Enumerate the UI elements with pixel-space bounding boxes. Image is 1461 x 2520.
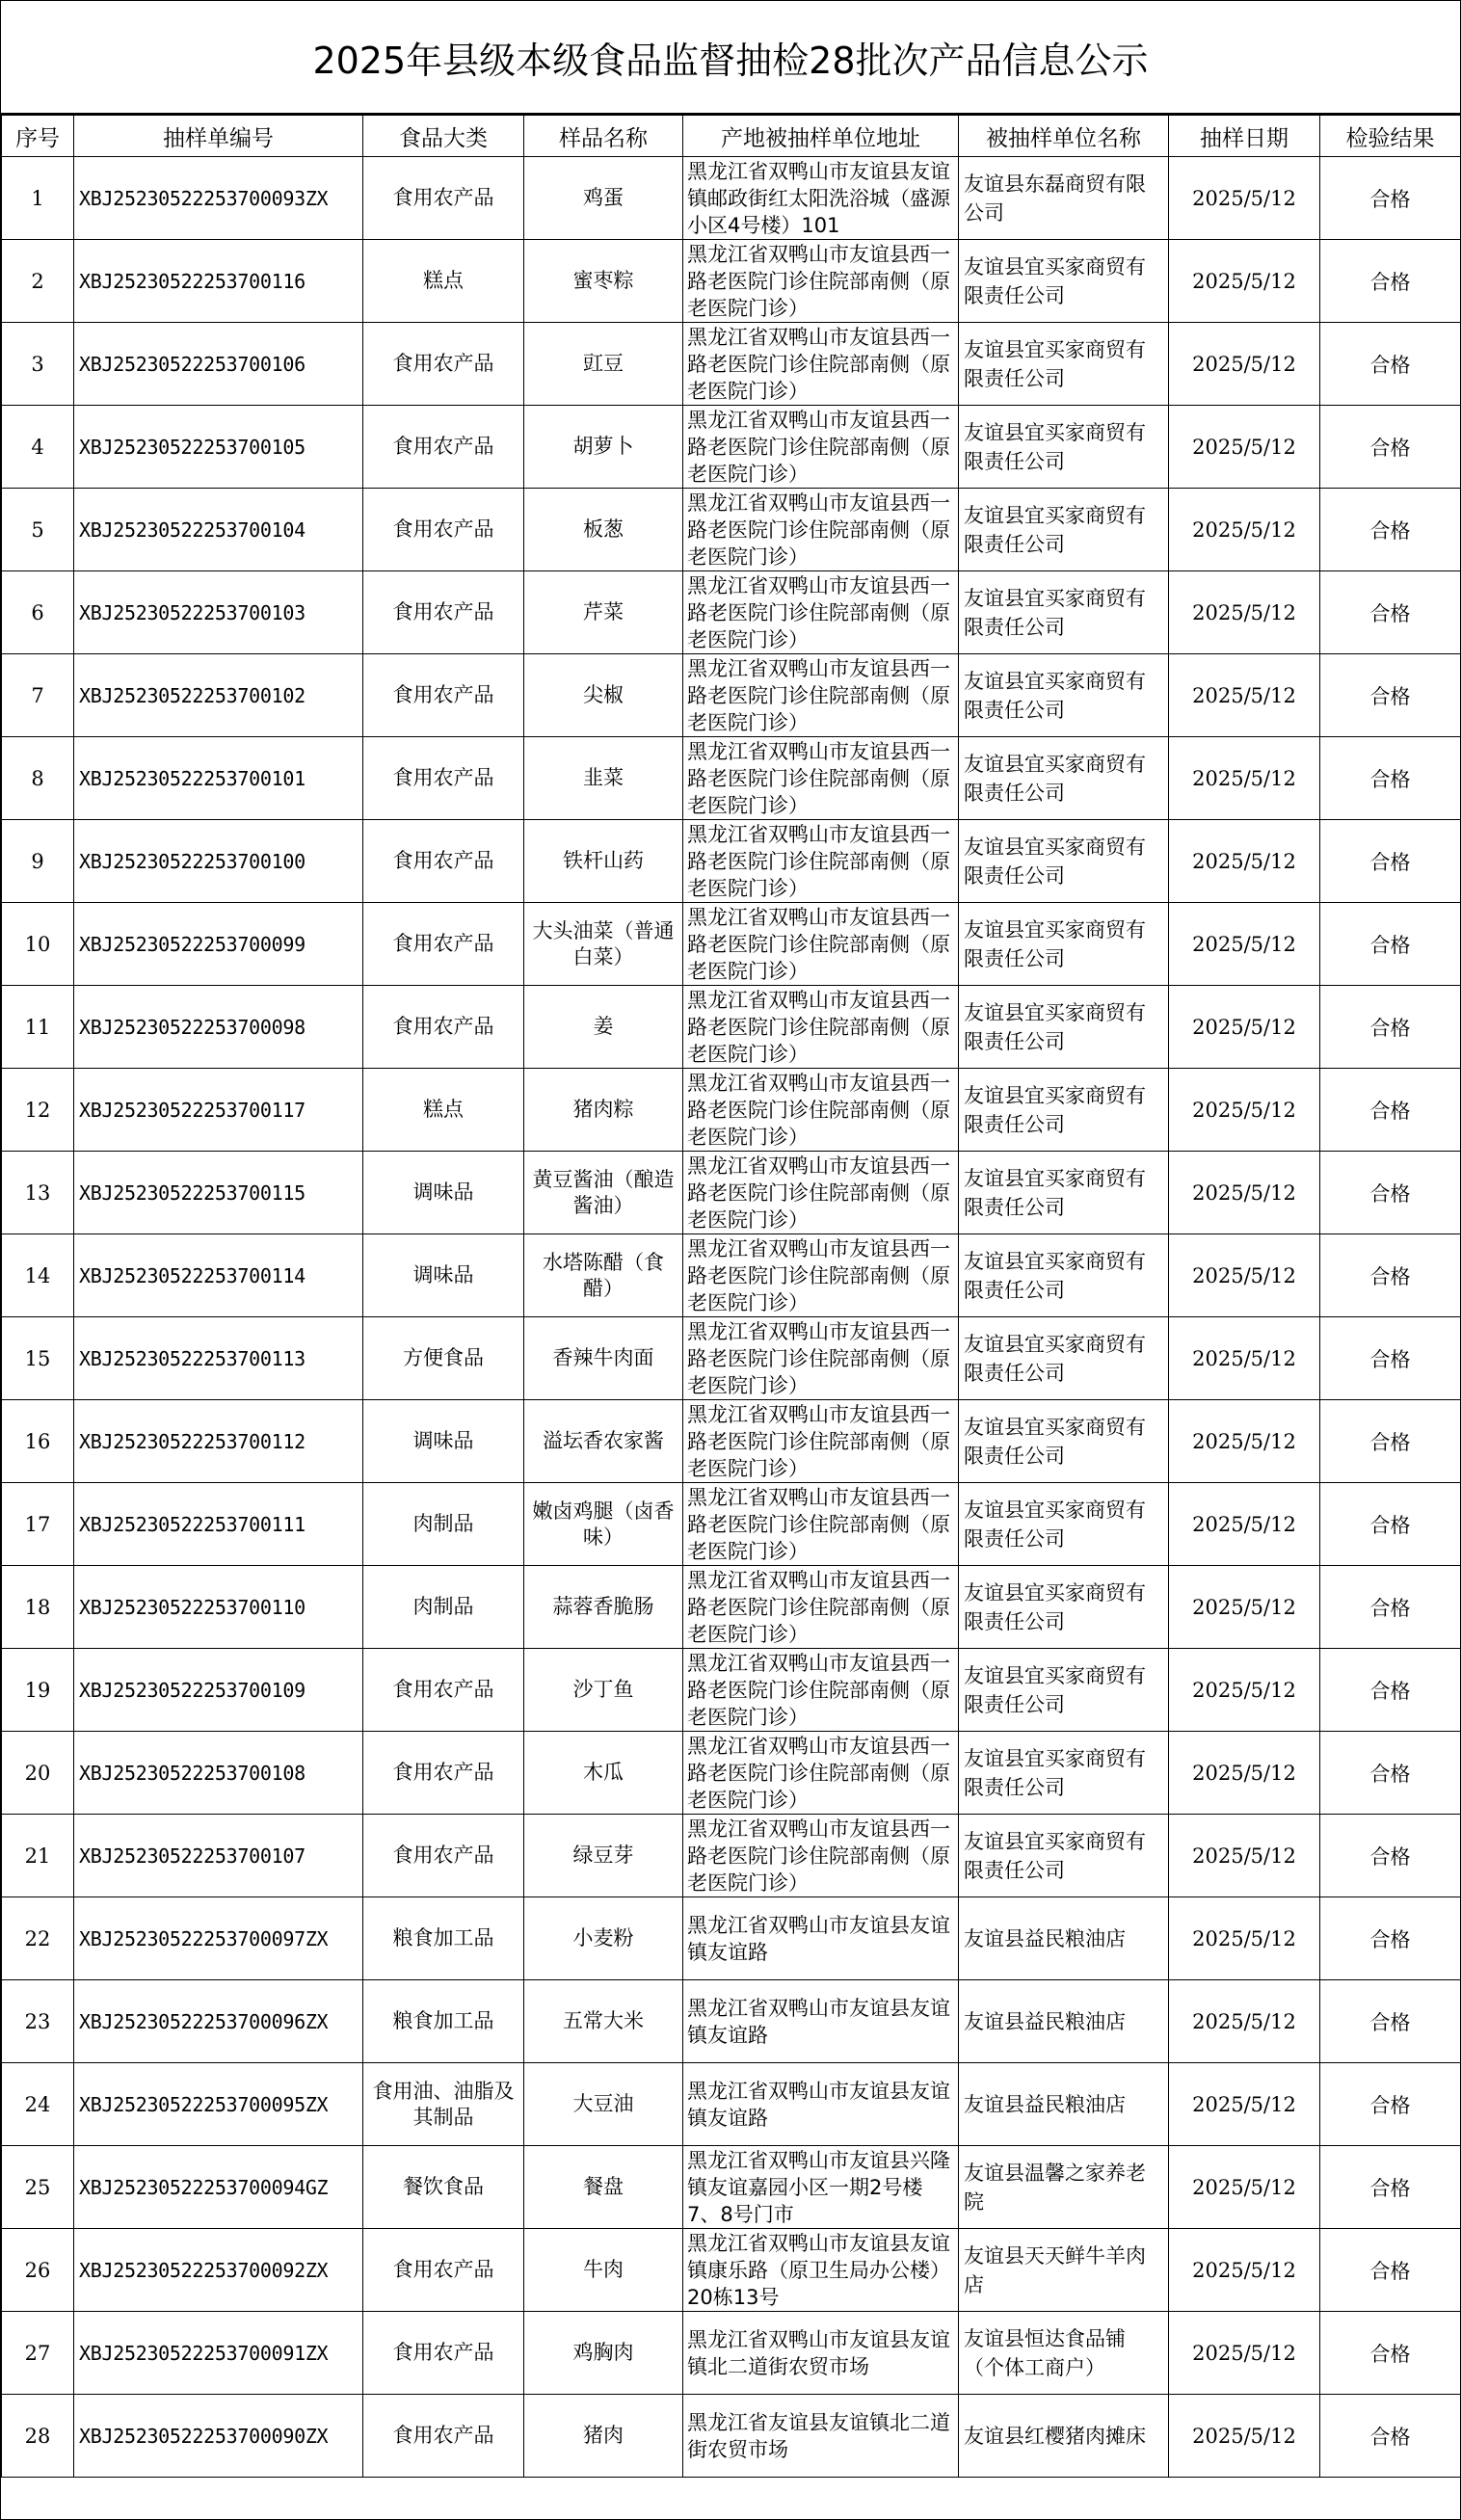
- cell-result: 合格: [1320, 2063, 1461, 2146]
- cell-unit: 友谊县宜买家商贸有限责任公司: [959, 820, 1169, 903]
- cell-result: 合格: [1320, 571, 1461, 654]
- cell-name: 尖椒: [524, 654, 683, 737]
- cell-unit: 友谊县宜买家商贸有限责任公司: [959, 1317, 1169, 1400]
- cell-unit: 友谊县红樱猪肉摊床: [959, 2395, 1169, 2478]
- cell-category: 肉制品: [363, 1566, 524, 1649]
- cell-result: 合格: [1320, 1400, 1461, 1483]
- cell-no: 8: [2, 737, 74, 820]
- cell-result: 合格: [1320, 903, 1461, 986]
- table-header-row: [2, 116, 1461, 157]
- cell-code: XBJ25230522253700110: [74, 1566, 363, 1649]
- cell-address: 黑龙江省双鸭山市友谊县西一路老医院门诊住院部南侧（原老医院门诊）: [683, 986, 959, 1069]
- cell-code: XBJ25230522253700102: [74, 654, 363, 737]
- cell-address: 黑龙江省双鸭山市友谊县西一路老医院门诊住院部南侧（原老医院门诊）: [683, 1649, 959, 1732]
- cell-no: 12: [2, 1069, 74, 1152]
- cell-code: XBJ25230522253700112: [74, 1400, 363, 1483]
- cell-category: 糕点: [363, 240, 524, 323]
- cell-no: 16: [2, 1400, 74, 1483]
- cell-unit: 友谊县温馨之家养老院: [959, 2146, 1169, 2229]
- cell-date: 2025/5/12: [1169, 1483, 1320, 1566]
- cell-name: 胡萝卜: [524, 406, 683, 489]
- cell-unit: 友谊县宜买家商贸有限责任公司: [959, 1069, 1169, 1152]
- cell-category: 调味品: [363, 1400, 524, 1483]
- cell-date: 2025/5/12: [1169, 406, 1320, 489]
- cell-code: XBJ25230522253700091ZX: [74, 2312, 363, 2395]
- cell-category: 食用农产品: [363, 986, 524, 1069]
- cell-unit: 友谊县宜买家商贸有限责任公司: [959, 903, 1169, 986]
- table-row: [2, 903, 1461, 986]
- cell-name: 绿豆芽: [524, 1815, 683, 1897]
- cell-category: 粮食加工品: [363, 1897, 524, 1980]
- cell-unit: 友谊县宜买家商贸有限责任公司: [959, 1400, 1169, 1483]
- cell-unit: 友谊县益民粮油店: [959, 1897, 1169, 1980]
- cell-name: 溢坛香农家酱: [524, 1400, 683, 1483]
- cell-address: 黑龙江省双鸭山市友谊县西一路老医院门诊住院部南侧（原老医院门诊）: [683, 1234, 959, 1317]
- cell-unit: 友谊县宜买家商贸有限责任公司: [959, 1483, 1169, 1566]
- cell-no: 2: [2, 240, 74, 323]
- table-row: [2, 1400, 1461, 1483]
- cell-category: 食用农产品: [363, 903, 524, 986]
- table-row: [2, 820, 1461, 903]
- cell-date: 2025/5/12: [1169, 737, 1320, 820]
- cell-no: 1: [2, 157, 74, 240]
- header-date: 抽样日期: [1169, 116, 1320, 157]
- cell-result: 合格: [1320, 323, 1461, 406]
- cell-category: 粮食加工品: [363, 1980, 524, 2063]
- cell-result: 合格: [1320, 406, 1461, 489]
- cell-category: 调味品: [363, 1234, 524, 1317]
- table-row: [2, 654, 1461, 737]
- cell-address: 黑龙江省双鸭山市友谊县友谊镇邮政街红太阳洗浴城（盛源小区4号楼）101: [683, 157, 959, 240]
- cell-unit: 友谊县宜买家商贸有限责任公司: [959, 1152, 1169, 1234]
- cell-category: 食用农产品: [363, 2395, 524, 2478]
- cell-date: 2025/5/12: [1169, 1234, 1320, 1317]
- cell-code: XBJ25230522253700106: [74, 323, 363, 406]
- cell-code: XBJ25230522253700115: [74, 1152, 363, 1234]
- table-row: [2, 1483, 1461, 1566]
- cell-name: 大豆油: [524, 2063, 683, 2146]
- cell-code: XBJ25230522253700109: [74, 1649, 363, 1732]
- cell-address: 黑龙江省双鸭山市友谊县友谊镇北二道街农贸市场: [683, 2312, 959, 2395]
- cell-name: 铁杆山药: [524, 820, 683, 903]
- table-row: [2, 1152, 1461, 1234]
- cell-no: 9: [2, 820, 74, 903]
- cell-address: 黑龙江省双鸭山市友谊县西一路老医院门诊住院部南侧（原老医院门诊）: [683, 1483, 959, 1566]
- cell-code: XBJ25230522253700097ZX: [74, 1897, 363, 1980]
- cell-code: XBJ25230522253700113: [74, 1317, 363, 1400]
- cell-date: 2025/5/12: [1169, 1897, 1320, 1980]
- cell-address: 黑龙江省双鸭山市友谊县西一路老医院门诊住院部南侧（原老医院门诊）: [683, 1815, 959, 1897]
- cell-address: 黑龙江省双鸭山市友谊县西一路老医院门诊住院部南侧（原老医院门诊）: [683, 1566, 959, 1649]
- cell-category: 食用农产品: [363, 2229, 524, 2312]
- cell-result: 合格: [1320, 737, 1461, 820]
- cell-unit: 友谊县宜买家商贸有限责任公司: [959, 406, 1169, 489]
- cell-no: 17: [2, 1483, 74, 1566]
- cell-code: XBJ25230522253700099: [74, 903, 363, 986]
- cell-code: XBJ25230522253700098: [74, 986, 363, 1069]
- cell-result: 合格: [1320, 1980, 1461, 2063]
- page-title: 2025年县级本级食品监督抽检28批次产品信息公示: [1, 1, 1460, 115]
- cell-date: 2025/5/12: [1169, 654, 1320, 737]
- cell-category: 食用农产品: [363, 737, 524, 820]
- header-name: 样品名称: [524, 116, 683, 157]
- cell-address: 黑龙江省双鸭山市友谊县西一路老医院门诊住院部南侧（原老医院门诊）: [683, 1732, 959, 1815]
- cell-no: 24: [2, 2063, 74, 2146]
- cell-category: 食用农产品: [363, 489, 524, 571]
- cell-category: 调味品: [363, 1152, 524, 1234]
- cell-code: XBJ25230522253700095ZX: [74, 2063, 363, 2146]
- cell-name: 香辣牛肉面: [524, 1317, 683, 1400]
- cell-date: 2025/5/12: [1169, 571, 1320, 654]
- cell-result: 合格: [1320, 2395, 1461, 2478]
- table-row: [2, 240, 1461, 323]
- cell-name: 木瓜: [524, 1732, 683, 1815]
- cell-unit: 友谊县宜买家商贸有限责任公司: [959, 986, 1169, 1069]
- cell-name: 鸡蛋: [524, 157, 683, 240]
- cell-unit: 友谊县宜买家商贸有限责任公司: [959, 571, 1169, 654]
- cell-no: 28: [2, 2395, 74, 2478]
- cell-result: 合格: [1320, 1566, 1461, 1649]
- cell-address: 黑龙江省双鸭山市友谊县西一路老医院门诊住院部南侧（原老医院门诊）: [683, 240, 959, 323]
- cell-date: 2025/5/12: [1169, 1400, 1320, 1483]
- cell-code: XBJ25230522253700093ZX: [74, 157, 363, 240]
- cell-result: 合格: [1320, 1897, 1461, 1980]
- cell-address: 黑龙江省双鸭山市友谊县西一路老医院门诊住院部南侧（原老医院门诊）: [683, 654, 959, 737]
- cell-code: XBJ25230522253700090ZX: [74, 2395, 363, 2478]
- cell-no: 6: [2, 571, 74, 654]
- cell-no: 19: [2, 1649, 74, 1732]
- cell-address: 黑龙江省双鸭山市友谊县西一路老医院门诊住院部南侧（原老医院门诊）: [683, 323, 959, 406]
- cell-no: 20: [2, 1732, 74, 1815]
- cell-address: 黑龙江省双鸭山市友谊县友谊镇友谊路: [683, 1980, 959, 2063]
- cell-address: 黑龙江省双鸭山市友谊县西一路老医院门诊住院部南侧（原老医院门诊）: [683, 1152, 959, 1234]
- cell-result: 合格: [1320, 2146, 1461, 2229]
- table-row: [2, 2146, 1461, 2229]
- table-row: [2, 489, 1461, 571]
- cell-date: 2025/5/12: [1169, 1317, 1320, 1400]
- cell-address: 黑龙江省双鸭山市友谊县西一路老医院门诊住院部南侧（原老医院门诊）: [683, 820, 959, 903]
- cell-category: 食用农产品: [363, 654, 524, 737]
- table-row: [2, 986, 1461, 1069]
- cell-date: 2025/5/12: [1169, 2146, 1320, 2229]
- cell-category: 食用农产品: [363, 157, 524, 240]
- cell-result: 合格: [1320, 1483, 1461, 1566]
- cell-name: 黄豆酱油（酿造酱油）: [524, 1152, 683, 1234]
- cell-name: 五常大米: [524, 1980, 683, 2063]
- cell-code: XBJ25230522253700101: [74, 737, 363, 820]
- cell-unit: 友谊县宜买家商贸有限责任公司: [959, 240, 1169, 323]
- cell-result: 合格: [1320, 1234, 1461, 1317]
- cell-name: 板葱: [524, 489, 683, 571]
- cell-category: 食用农产品: [363, 820, 524, 903]
- cell-date: 2025/5/12: [1169, 240, 1320, 323]
- cell-result: 合格: [1320, 654, 1461, 737]
- cell-name: 大头油菜（普通白菜）: [524, 903, 683, 986]
- cell-code: XBJ25230522253700094GZ: [74, 2146, 363, 2229]
- cell-address: 黑龙江省双鸭山市友谊县友谊镇友谊路: [683, 1897, 959, 1980]
- cell-address: 黑龙江省双鸭山市友谊县友谊镇康乐路（原卫生局办公楼）20栋13号: [683, 2229, 959, 2312]
- cell-unit: 友谊县益民粮油店: [959, 2063, 1169, 2146]
- cell-address: 黑龙江省双鸭山市友谊县西一路老医院门诊住院部南侧（原老医院门诊）: [683, 571, 959, 654]
- cell-name: 蒜蓉香脆肠: [524, 1566, 683, 1649]
- cell-date: 2025/5/12: [1169, 1566, 1320, 1649]
- cell-date: 2025/5/12: [1169, 1649, 1320, 1732]
- cell-code: XBJ25230522253700111: [74, 1483, 363, 1566]
- cell-code: XBJ25230522253700107: [74, 1815, 363, 1897]
- cell-name: 沙丁鱼: [524, 1649, 683, 1732]
- header-address: 产地被抽样单位地址: [683, 116, 959, 157]
- cell-code: XBJ25230522253700092ZX: [74, 2229, 363, 2312]
- cell-category: 食用农产品: [363, 571, 524, 654]
- table-row: [2, 737, 1461, 820]
- cell-name: 猪肉粽: [524, 1069, 683, 1152]
- cell-code: XBJ25230522253700116: [74, 240, 363, 323]
- cell-code: XBJ25230522253700117: [74, 1069, 363, 1152]
- cell-category: 食用农产品: [363, 1815, 524, 1897]
- cell-category: 方便食品: [363, 1317, 524, 1400]
- cell-unit: 友谊县天天鲜牛羊肉店: [959, 2229, 1169, 2312]
- cell-unit: 友谊县恒达食品铺（个体工商户）: [959, 2312, 1169, 2395]
- cell-code: XBJ25230522253700108: [74, 1732, 363, 1815]
- cell-result: 合格: [1320, 1732, 1461, 1815]
- cell-name: 牛肉: [524, 2229, 683, 2312]
- cell-no: 4: [2, 406, 74, 489]
- cell-date: 2025/5/12: [1169, 820, 1320, 903]
- cell-address: 黑龙江省双鸭山市友谊县西一路老医院门诊住院部南侧（原老医院门诊）: [683, 1400, 959, 1483]
- header-code: 抽样单编号: [74, 116, 363, 157]
- cell-name: 韭菜: [524, 737, 683, 820]
- cell-unit: 友谊县宜买家商贸有限责任公司: [959, 1649, 1169, 1732]
- cell-address: 黑龙江省双鸭山市友谊县西一路老医院门诊住院部南侧（原老医院门诊）: [683, 489, 959, 571]
- cell-result: 合格: [1320, 1317, 1461, 1400]
- cell-name: 芹菜: [524, 571, 683, 654]
- cell-name: 猪肉: [524, 2395, 683, 2478]
- cell-name: 蜜枣粽: [524, 240, 683, 323]
- cell-no: 18: [2, 1566, 74, 1649]
- cell-no: 21: [2, 1815, 74, 1897]
- cell-unit: 友谊县宜买家商贸有限责任公司: [959, 1815, 1169, 1897]
- cell-date: 2025/5/12: [1169, 157, 1320, 240]
- cell-result: 合格: [1320, 2229, 1461, 2312]
- cell-unit: 友谊县宜买家商贸有限责任公司: [959, 489, 1169, 571]
- table-row: [2, 323, 1461, 406]
- cell-date: 2025/5/12: [1169, 2229, 1320, 2312]
- cell-date: 2025/5/12: [1169, 2395, 1320, 2478]
- cell-result: 合格: [1320, 2312, 1461, 2395]
- cell-address: 黑龙江省双鸭山市友谊县西一路老医院门诊住院部南侧（原老医院门诊）: [683, 1317, 959, 1400]
- table-row: [2, 1732, 1461, 1815]
- cell-result: 合格: [1320, 1649, 1461, 1732]
- header-unit: 被抽样单位名称: [959, 116, 1169, 157]
- table-row: [2, 2063, 1461, 2146]
- cell-date: 2025/5/12: [1169, 489, 1320, 571]
- cell-no: 10: [2, 903, 74, 986]
- table-row: [2, 1317, 1461, 1400]
- cell-address: 黑龙江省双鸭山市友谊县西一路老医院门诊住院部南侧（原老医院门诊）: [683, 1069, 959, 1152]
- cell-result: 合格: [1320, 1152, 1461, 1234]
- cell-address: 黑龙江省双鸭山市友谊县兴隆镇友谊嘉园小区一期2号楼7、8号门市: [683, 2146, 959, 2229]
- cell-category: 餐饮食品: [363, 2146, 524, 2229]
- cell-no: 5: [2, 489, 74, 571]
- cell-date: 2025/5/12: [1169, 2312, 1320, 2395]
- header-no: 序号: [2, 116, 74, 157]
- table-row: [2, 1069, 1461, 1152]
- table-body: [2, 157, 1461, 2478]
- cell-name: 豇豆: [524, 323, 683, 406]
- cell-name: 餐盘: [524, 2146, 683, 2229]
- table-row: [2, 2395, 1461, 2478]
- cell-address: 黑龙江省双鸭山市友谊县西一路老医院门诊住院部南侧（原老医院门诊）: [683, 406, 959, 489]
- cell-address: 黑龙江省双鸭山市友谊县西一路老医院门诊住院部南侧（原老医院门诊）: [683, 903, 959, 986]
- cell-date: 2025/5/12: [1169, 1152, 1320, 1234]
- cell-no: 15: [2, 1317, 74, 1400]
- cell-no: 27: [2, 2312, 74, 2395]
- cell-unit: 友谊县宜买家商贸有限责任公司: [959, 737, 1169, 820]
- cell-name: 水塔陈醋（食醋）: [524, 1234, 683, 1317]
- header-category: 食品大类: [363, 116, 524, 157]
- cell-code: XBJ25230522253700104: [74, 489, 363, 571]
- cell-name: 姜: [524, 986, 683, 1069]
- cell-no: 22: [2, 1897, 74, 1980]
- cell-date: 2025/5/12: [1169, 1815, 1320, 1897]
- cell-date: 2025/5/12: [1169, 323, 1320, 406]
- cell-category: 食用农产品: [363, 2312, 524, 2395]
- cell-unit: 友谊县宜买家商贸有限责任公司: [959, 1234, 1169, 1317]
- cell-category: 食用油、油脂及其制品: [363, 2063, 524, 2146]
- table-row: [2, 1815, 1461, 1897]
- cell-code: XBJ25230522253700096ZX: [74, 1980, 363, 2063]
- cell-no: 11: [2, 986, 74, 1069]
- cell-address: 黑龙江省双鸭山市友谊县西一路老医院门诊住院部南侧（原老医院门诊）: [683, 737, 959, 820]
- table-row: [2, 1897, 1461, 1980]
- cell-date: 2025/5/12: [1169, 1732, 1320, 1815]
- cell-date: 2025/5/12: [1169, 1980, 1320, 2063]
- cell-category: 食用农产品: [363, 1732, 524, 1815]
- cell-code: XBJ25230522253700105: [74, 406, 363, 489]
- cell-address: 黑龙江省友谊县友谊镇北二道街农贸市场: [683, 2395, 959, 2478]
- table-row: [2, 571, 1461, 654]
- cell-code: XBJ25230522253700103: [74, 571, 363, 654]
- cell-name: 小麦粉: [524, 1897, 683, 1980]
- cell-name: 鸡胸肉: [524, 2312, 683, 2395]
- cell-category: 食用农产品: [363, 1649, 524, 1732]
- cell-name: 嫩卤鸡腿（卤香味）: [524, 1483, 683, 1566]
- cell-result: 合格: [1320, 240, 1461, 323]
- cell-code: XBJ25230522253700100: [74, 820, 363, 903]
- cell-result: 合格: [1320, 986, 1461, 1069]
- cell-address: 黑龙江省双鸭山市友谊县友谊镇友谊路: [683, 2063, 959, 2146]
- cell-date: 2025/5/12: [1169, 2063, 1320, 2146]
- cell-unit: 友谊县东磊商贸有限公司: [959, 157, 1169, 240]
- cell-unit: 友谊县宜买家商贸有限责任公司: [959, 654, 1169, 737]
- table-row: [2, 1234, 1461, 1317]
- cell-no: 13: [2, 1152, 74, 1234]
- table-row: [2, 1980, 1461, 2063]
- table-row: [2, 2312, 1461, 2395]
- cell-date: 2025/5/12: [1169, 1069, 1320, 1152]
- cell-no: 14: [2, 1234, 74, 1317]
- inspection-table: [1, 115, 1461, 2478]
- cell-result: 合格: [1320, 489, 1461, 571]
- cell-no: 7: [2, 654, 74, 737]
- cell-unit: 友谊县益民粮油店: [959, 1980, 1169, 2063]
- cell-date: 2025/5/12: [1169, 903, 1320, 986]
- header-result: 检验结果: [1320, 116, 1461, 157]
- table-row: [2, 1649, 1461, 1732]
- table-row: [2, 2229, 1461, 2312]
- cell-unit: 友谊县宜买家商贸有限责任公司: [959, 1566, 1169, 1649]
- cell-date: 2025/5/12: [1169, 986, 1320, 1069]
- cell-unit: 友谊县宜买家商贸有限责任公司: [959, 323, 1169, 406]
- table-row: [2, 1566, 1461, 1649]
- cell-result: 合格: [1320, 820, 1461, 903]
- cell-category: 食用农产品: [363, 406, 524, 489]
- cell-no: 25: [2, 2146, 74, 2229]
- cell-result: 合格: [1320, 1069, 1461, 1152]
- table-row: [2, 157, 1461, 240]
- table-row: [2, 406, 1461, 489]
- cell-category: 食用农产品: [363, 323, 524, 406]
- cell-result: 合格: [1320, 1815, 1461, 1897]
- cell-category: 糕点: [363, 1069, 524, 1152]
- cell-no: 23: [2, 1980, 74, 2063]
- cell-unit: 友谊县宜买家商贸有限责任公司: [959, 1732, 1169, 1815]
- cell-no: 3: [2, 323, 74, 406]
- cell-code: XBJ25230522253700114: [74, 1234, 363, 1317]
- cell-result: 合格: [1320, 157, 1461, 240]
- cell-category: 肉制品: [363, 1483, 524, 1566]
- cell-no: 26: [2, 2229, 74, 2312]
